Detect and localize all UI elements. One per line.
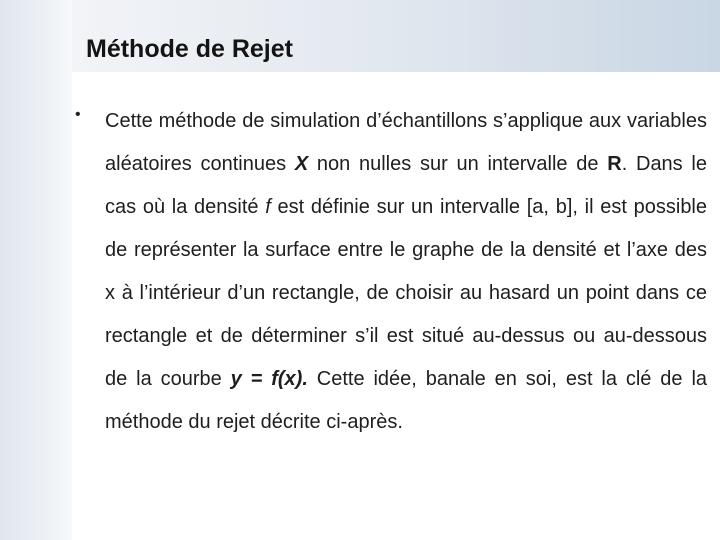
text-segment-2: non nulles sur un intervalle de (308, 153, 608, 175)
slide-title: Méthode de Rejet (86, 35, 293, 63)
variable-x: X (294, 153, 309, 175)
text-segment-1: Cette méthode de simulation d’échantillons s’applique aux variables aléatoires continues (105, 110, 707, 175)
text-segment-3: . Dans le cas où la densité (105, 153, 707, 218)
left-decorative-band (0, 0, 72, 540)
variable-f: f (265, 196, 271, 218)
bullet-marker: • (75, 106, 81, 123)
curve-equation: y = f(x). (230, 368, 308, 390)
text-segment-4: est définie sur un intervalle [a, b], il est possible de représenter la surface entre le graphe de la densité et l’axe des x à l’intérieur d’un rectangle, de choisir au hasard un point dans ce rectangle et de déterminer s’il est situé au-dessus ou au-dessous de la courbe (105, 196, 708, 390)
text-segment-5: Cette idée, banale en soi, est la clé de la méthode du rejet décrite ci-après. (105, 368, 708, 433)
body-paragraph (105, 100, 707, 444)
set-r: R (607, 153, 622, 175)
